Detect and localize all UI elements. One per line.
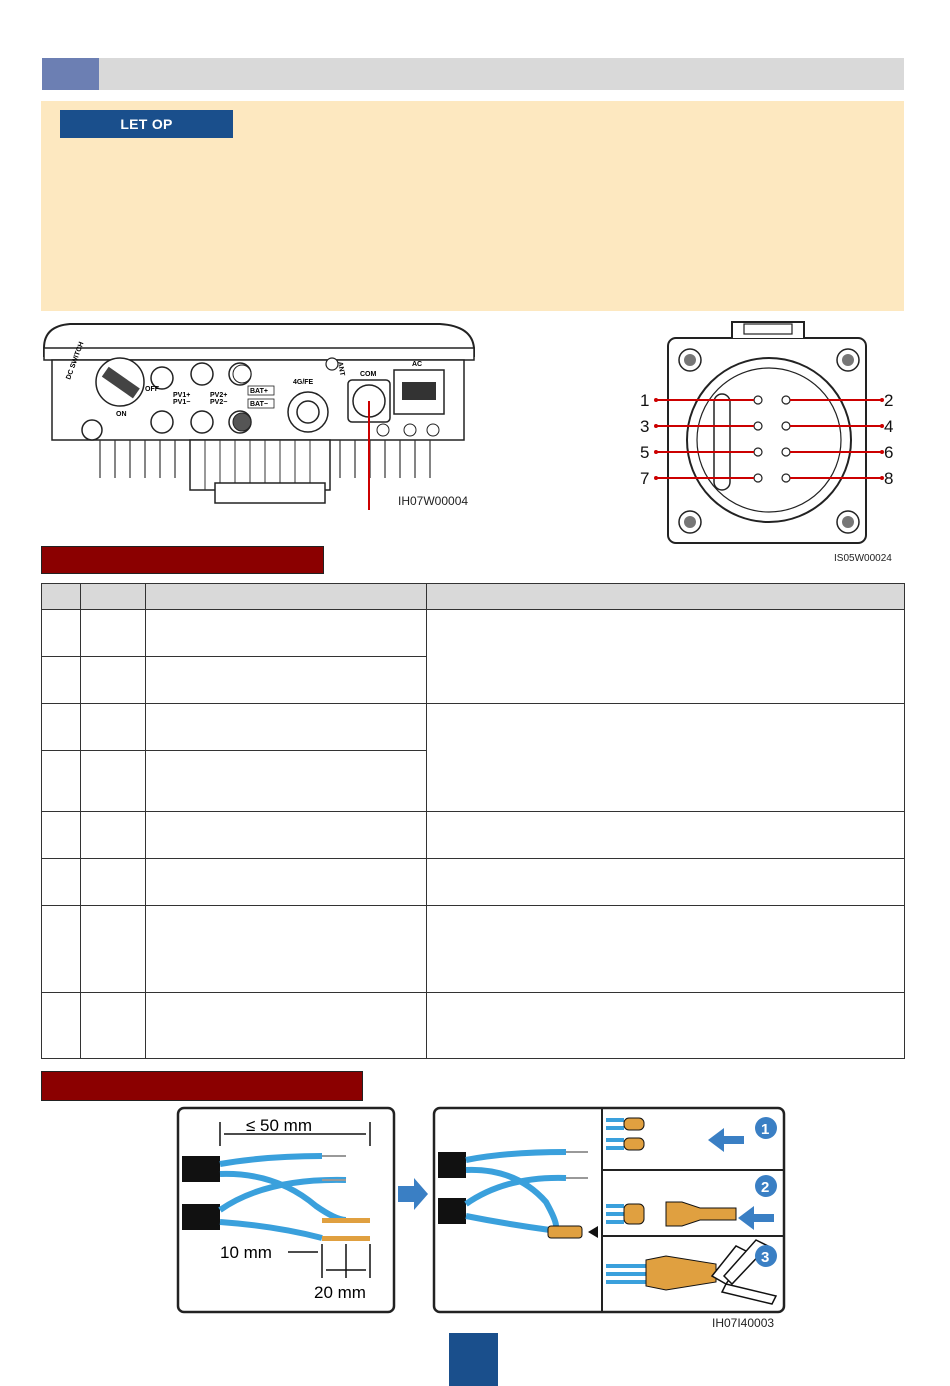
table-cell — [81, 751, 146, 812]
connector-figure-caption: IS05W00024 — [834, 553, 892, 564]
table-cell — [42, 751, 81, 812]
pv2-minus-label: PV2− — [210, 399, 228, 406]
table-row — [42, 859, 905, 906]
pin-label-2: 2 — [884, 391, 894, 410]
table-row — [42, 610, 905, 657]
table-cell — [146, 704, 427, 751]
off-label: OFF — [145, 386, 159, 393]
pin-label-7: 7 — [640, 469, 650, 488]
inverter-bottom-figure — [40, 318, 480, 513]
section-number — [42, 58, 99, 90]
table-title-bar — [41, 546, 324, 574]
table-row — [42, 906, 905, 993]
len-20-label: 20 mm — [314, 1283, 366, 1302]
pin-label-8: 8 — [884, 469, 894, 488]
col-header-2 — [81, 584, 146, 610]
pv2-plus-label: PV2+ — [210, 392, 228, 399]
table-cell — [42, 657, 81, 704]
col-header-3 — [146, 584, 427, 610]
table-cell — [81, 906, 146, 993]
table-cell — [42, 610, 81, 657]
table-cell — [42, 704, 81, 751]
dc-switch-label: DC SWITCH — [65, 341, 86, 381]
table-cell — [81, 859, 146, 906]
table-cell — [146, 751, 427, 812]
table-header-row — [42, 584, 905, 610]
on-label: ON — [116, 411, 127, 418]
table-cell — [427, 906, 905, 993]
bat-minus-label: BAT− — [250, 401, 268, 408]
ant-label: ANT — [336, 361, 346, 377]
com-pin-table — [41, 583, 905, 1059]
table-cell — [427, 812, 905, 859]
table-cell — [146, 906, 427, 993]
cable-crimp-figure — [176, 1106, 788, 1316]
page-number — [449, 1333, 498, 1386]
table-row — [42, 704, 905, 751]
table-cell — [81, 993, 146, 1059]
ac-label: AC — [412, 361, 423, 368]
crimp-title-bar — [41, 1071, 363, 1101]
table-cell — [146, 610, 427, 657]
step-2-badge: 2 — [761, 1179, 770, 1196]
table-cell — [427, 859, 905, 906]
table-cell — [81, 657, 146, 704]
len-10-label: 10 mm — [220, 1243, 272, 1262]
bat-plus-label: BAT+ — [250, 388, 268, 395]
table-cell — [146, 993, 427, 1059]
com-connector-pin-figure — [636, 316, 898, 548]
table-cell — [146, 812, 427, 859]
table-cell — [81, 610, 146, 657]
pv1-plus-label: PV1+ — [173, 392, 191, 399]
table-cell — [427, 610, 905, 704]
col-header-4 — [427, 584, 905, 610]
pin-label-1: 1 — [640, 391, 650, 410]
table-row — [42, 993, 905, 1059]
step-3-badge: 3 — [761, 1249, 770, 1266]
pin-label-6: 6 — [884, 443, 894, 462]
table-cell — [42, 859, 81, 906]
section-header-bar — [42, 58, 904, 90]
notice-badge: LET OP — [60, 110, 233, 138]
step-1-badge: 1 — [761, 1121, 770, 1138]
crimp-figure-caption: IH07I40003 — [712, 1316, 775, 1330]
table-cell — [427, 704, 905, 812]
table-cell — [146, 657, 427, 704]
pin-label-3: 3 — [640, 417, 650, 436]
table-cell — [81, 704, 146, 751]
pin-label-4: 4 — [884, 417, 894, 436]
table-cell — [42, 906, 81, 993]
table-cell — [427, 993, 905, 1059]
pin-label-5: 5 — [640, 443, 650, 462]
inverter-figure-caption: IH07W00004 — [398, 494, 469, 508]
table-row — [42, 812, 905, 859]
pv1-minus-label: PV1− — [173, 399, 191, 406]
table-cell — [81, 812, 146, 859]
com-label: COM — [360, 371, 377, 378]
table-cell — [42, 993, 81, 1059]
table-cell — [146, 859, 427, 906]
fe-label: 4G/FE — [293, 379, 314, 386]
len-50-label: ≤ 50 mm — [246, 1116, 313, 1135]
col-header-1 — [42, 584, 81, 610]
table-cell — [42, 812, 81, 859]
